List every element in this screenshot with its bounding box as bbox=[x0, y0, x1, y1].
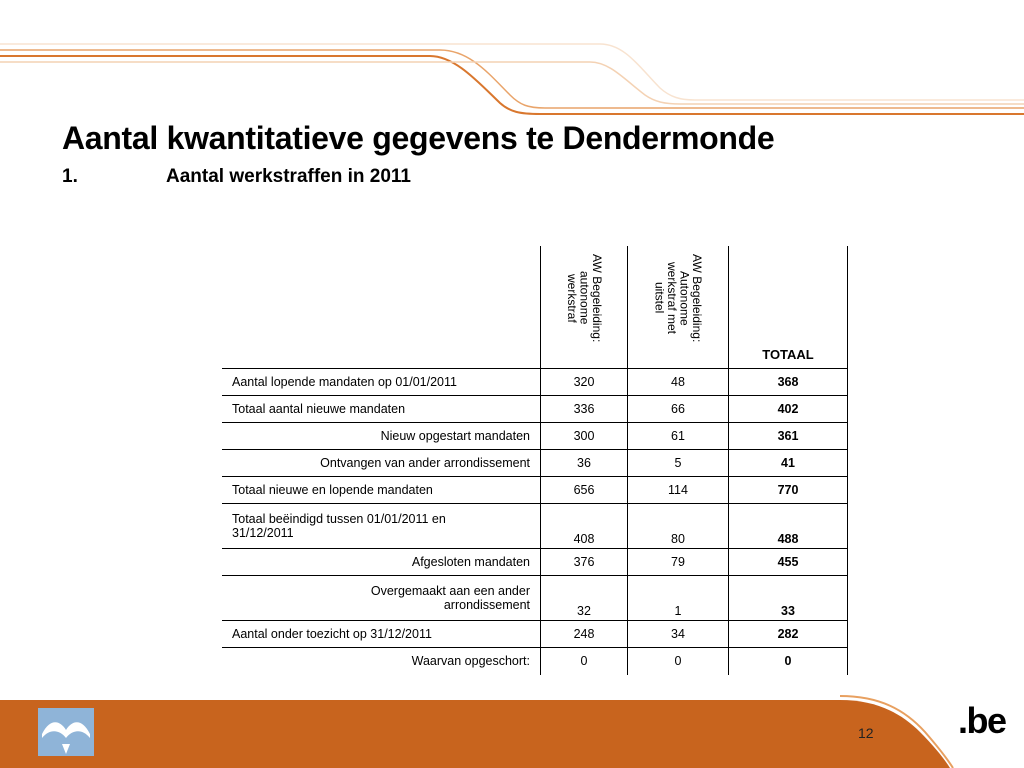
table-row bbox=[222, 477, 848, 504]
cell-total: 455 bbox=[729, 549, 848, 576]
row-label: Totaal nieuwe en lopende mandaten bbox=[222, 477, 541, 504]
justice-logo bbox=[38, 708, 94, 756]
row-label: Aantal onder toezicht op 31/12/2011 bbox=[222, 621, 541, 648]
row-label-line: 31/12/2011 bbox=[232, 526, 294, 540]
subtitle-number: 1. bbox=[62, 166, 78, 187]
header-empty-cell bbox=[222, 246, 541, 369]
page-subtitle bbox=[62, 166, 411, 188]
table-row bbox=[222, 450, 848, 477]
page-number: 12 bbox=[858, 725, 874, 741]
table-row bbox=[222, 423, 848, 450]
table-row bbox=[222, 396, 848, 423]
row-label: Waarvan opgeschort: bbox=[222, 648, 541, 675]
table-header-row bbox=[222, 246, 848, 369]
table-row bbox=[222, 549, 848, 576]
cell-value: 320 bbox=[541, 369, 628, 396]
cell-value: 336 bbox=[541, 396, 628, 423]
cell-value: 79 bbox=[628, 549, 729, 576]
table-row bbox=[222, 369, 848, 396]
row-label: Afgesloten mandaten bbox=[222, 549, 541, 576]
justice-logo-icon bbox=[38, 708, 94, 756]
row-label-line: Overgemaakt aan een ander bbox=[370, 584, 530, 598]
row-label: Totaal aantal nieuwe mandaten bbox=[222, 396, 541, 423]
header-label: AW Begeleiding: Autonome werkstraf met uitstel bbox=[652, 254, 704, 343]
row-label-line: Totaal beëindigd tussen 01/01/2011 en bbox=[232, 512, 446, 526]
table-row bbox=[222, 576, 848, 621]
table-row bbox=[222, 621, 848, 648]
page-title: Aantal kwantitatieve gegevens te Dendermonde bbox=[62, 120, 775, 156]
subtitle-text: Aantal werkstraffen in 2011 bbox=[166, 166, 411, 187]
cell-value: 300 bbox=[541, 423, 628, 450]
table-row bbox=[222, 504, 848, 549]
row-label: Ontvangen van ander arrondissement bbox=[222, 450, 541, 477]
footer-background bbox=[0, 700, 950, 768]
cell-value: 61 bbox=[628, 423, 729, 450]
row-label-line: arrondissement bbox=[443, 598, 530, 612]
cell-value: 34 bbox=[628, 621, 729, 648]
cell-total: 368 bbox=[729, 369, 848, 396]
cell-value: 0 bbox=[628, 648, 729, 675]
cell-value: 48 bbox=[628, 369, 729, 396]
cell-value: 408 bbox=[541, 504, 628, 549]
cell-value: 36 bbox=[541, 450, 628, 477]
cell-value: 80 bbox=[628, 504, 729, 549]
header-autonome-werkstraf-met-uitstel bbox=[628, 246, 729, 369]
cell-value: 376 bbox=[541, 549, 628, 576]
cell-total: 33 bbox=[729, 576, 848, 621]
cell-value: 66 bbox=[628, 396, 729, 423]
cell-value: 0 bbox=[541, 648, 628, 675]
cell-total: 402 bbox=[729, 396, 848, 423]
cell-value: 5 bbox=[628, 450, 729, 477]
row-label: Aantal lopende mandaten op 01/01/2011 bbox=[222, 369, 541, 396]
header-autonome-werkstraf bbox=[541, 246, 628, 369]
row-label bbox=[222, 504, 541, 549]
cell-value: 248 bbox=[541, 621, 628, 648]
cell-total: 41 bbox=[729, 450, 848, 477]
cell-total: 282 bbox=[729, 621, 848, 648]
cell-value: 114 bbox=[628, 477, 729, 504]
be-logo: .be bbox=[958, 700, 1006, 741]
cell-value: 1 bbox=[628, 576, 729, 621]
row-label: Nieuw opgestart mandaten bbox=[222, 423, 541, 450]
cell-value: 656 bbox=[541, 477, 628, 504]
table-row bbox=[222, 648, 848, 675]
cell-total: 770 bbox=[729, 477, 848, 504]
cell-value: 32 bbox=[541, 576, 628, 621]
header-totaal: TOTAAL bbox=[729, 246, 848, 369]
cell-total: 0 bbox=[729, 648, 848, 675]
werkstraffen-table bbox=[222, 246, 848, 675]
cell-total: 488 bbox=[729, 504, 848, 549]
cell-total: 361 bbox=[729, 423, 848, 450]
decorative-header-lines bbox=[0, 0, 1024, 120]
row-label bbox=[222, 576, 541, 621]
header-label: AW Begeleiding: autonome werkstraf bbox=[564, 254, 604, 343]
